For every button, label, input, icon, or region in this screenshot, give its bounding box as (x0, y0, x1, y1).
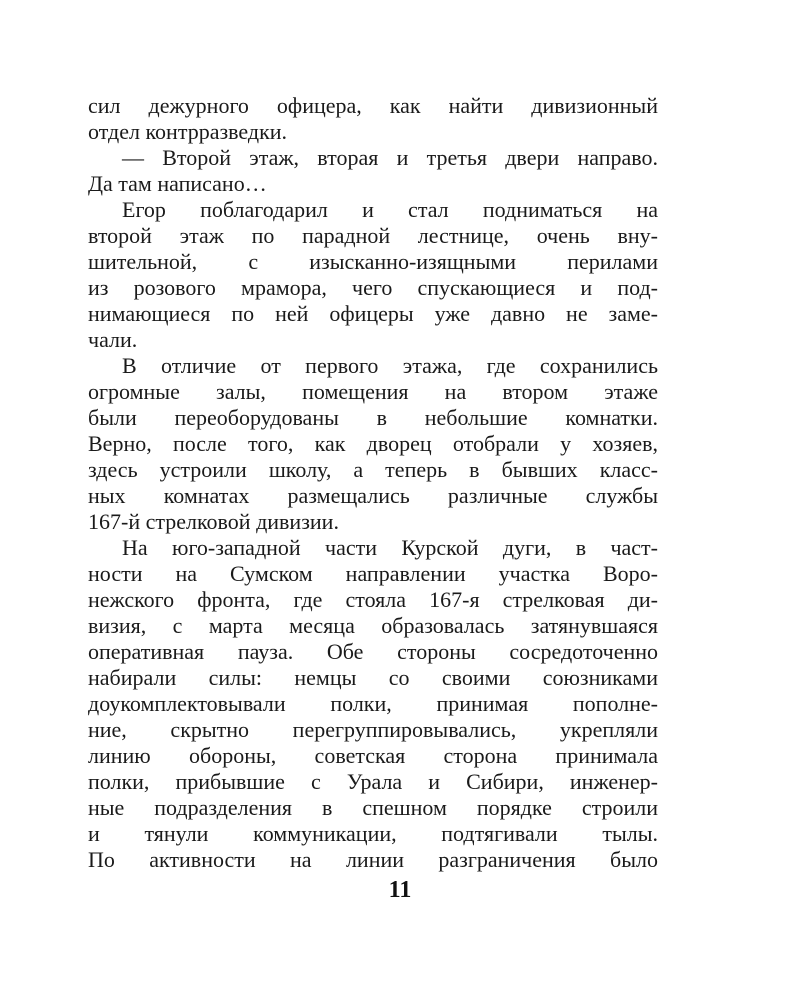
text-line: огромные залы, помещения на втором этаже (88, 379, 658, 404)
text-line: визия, с марта месяца образовалась затянувшаяся (88, 613, 658, 638)
text-line: чали. (88, 327, 138, 352)
text-line: полки, прибывшие с Урала и Сибири, инженер- (88, 769, 658, 794)
text-line: и тянули коммуникации, подтягивали тылы. (88, 821, 658, 846)
text-line: Егор поблагодарил и стал подниматься на (122, 197, 658, 222)
text-line: По активности на линии разграничения было (88, 847, 658, 872)
text-line: сил дежурного офицера, как найти дивизионный (88, 93, 658, 118)
text-line: линию обороны, советская сторона принимала (88, 743, 658, 768)
text-line: набирали силы: немцы со своими союзниками (88, 665, 658, 690)
text-line: были переоборудованы в небольшие комнатки. (88, 405, 658, 430)
text-line: 167-й стрелковой дивизии. (88, 509, 339, 534)
text-line: здесь устроили школу, а теперь в бывших класс- (88, 457, 658, 482)
text-line: На юго-западной части Курской дуги, в част- (122, 535, 658, 560)
text-line: оперативная пауза. Обе стороны сосредоточенно (88, 639, 658, 664)
text-line: Да там написано… (88, 171, 267, 196)
page-number: 11 (388, 877, 412, 903)
text-line: нимающиеся по ней офицеры уже давно не заме- (88, 301, 658, 326)
text-line: ных комнатах размещались различные службы (88, 483, 658, 508)
text-line: ные подразделения в спешном порядке строили (88, 795, 658, 820)
text-line: нежского фронта, где стояла 167-я стрелковая ди- (88, 587, 658, 612)
text-line: из розового мрамора, чего спускающиеся и под- (88, 275, 658, 300)
text-line: В отличие от первого этажа, где сохранились (122, 353, 658, 378)
text-line: — Второй этаж, вторая и третья двери направо. (122, 145, 658, 170)
text-line: ности на Сумском направлении участка Воро- (88, 561, 658, 586)
text-line: отдел контрразведки. (88, 119, 288, 144)
text-line: Верно, после того, как дворец отобрали у хозяев, (88, 431, 658, 456)
text-line: ние, скрытно перегруппировывались, укрепляли (88, 717, 658, 742)
text-line: шительной, с изысканно-изящными перилами (88, 249, 658, 274)
page-body (88, 93, 658, 873)
text-line: второй этаж по парадной лестнице, очень вну- (88, 223, 658, 248)
text-line: доукомплектовывали полки, принимая пополне- (88, 691, 658, 716)
